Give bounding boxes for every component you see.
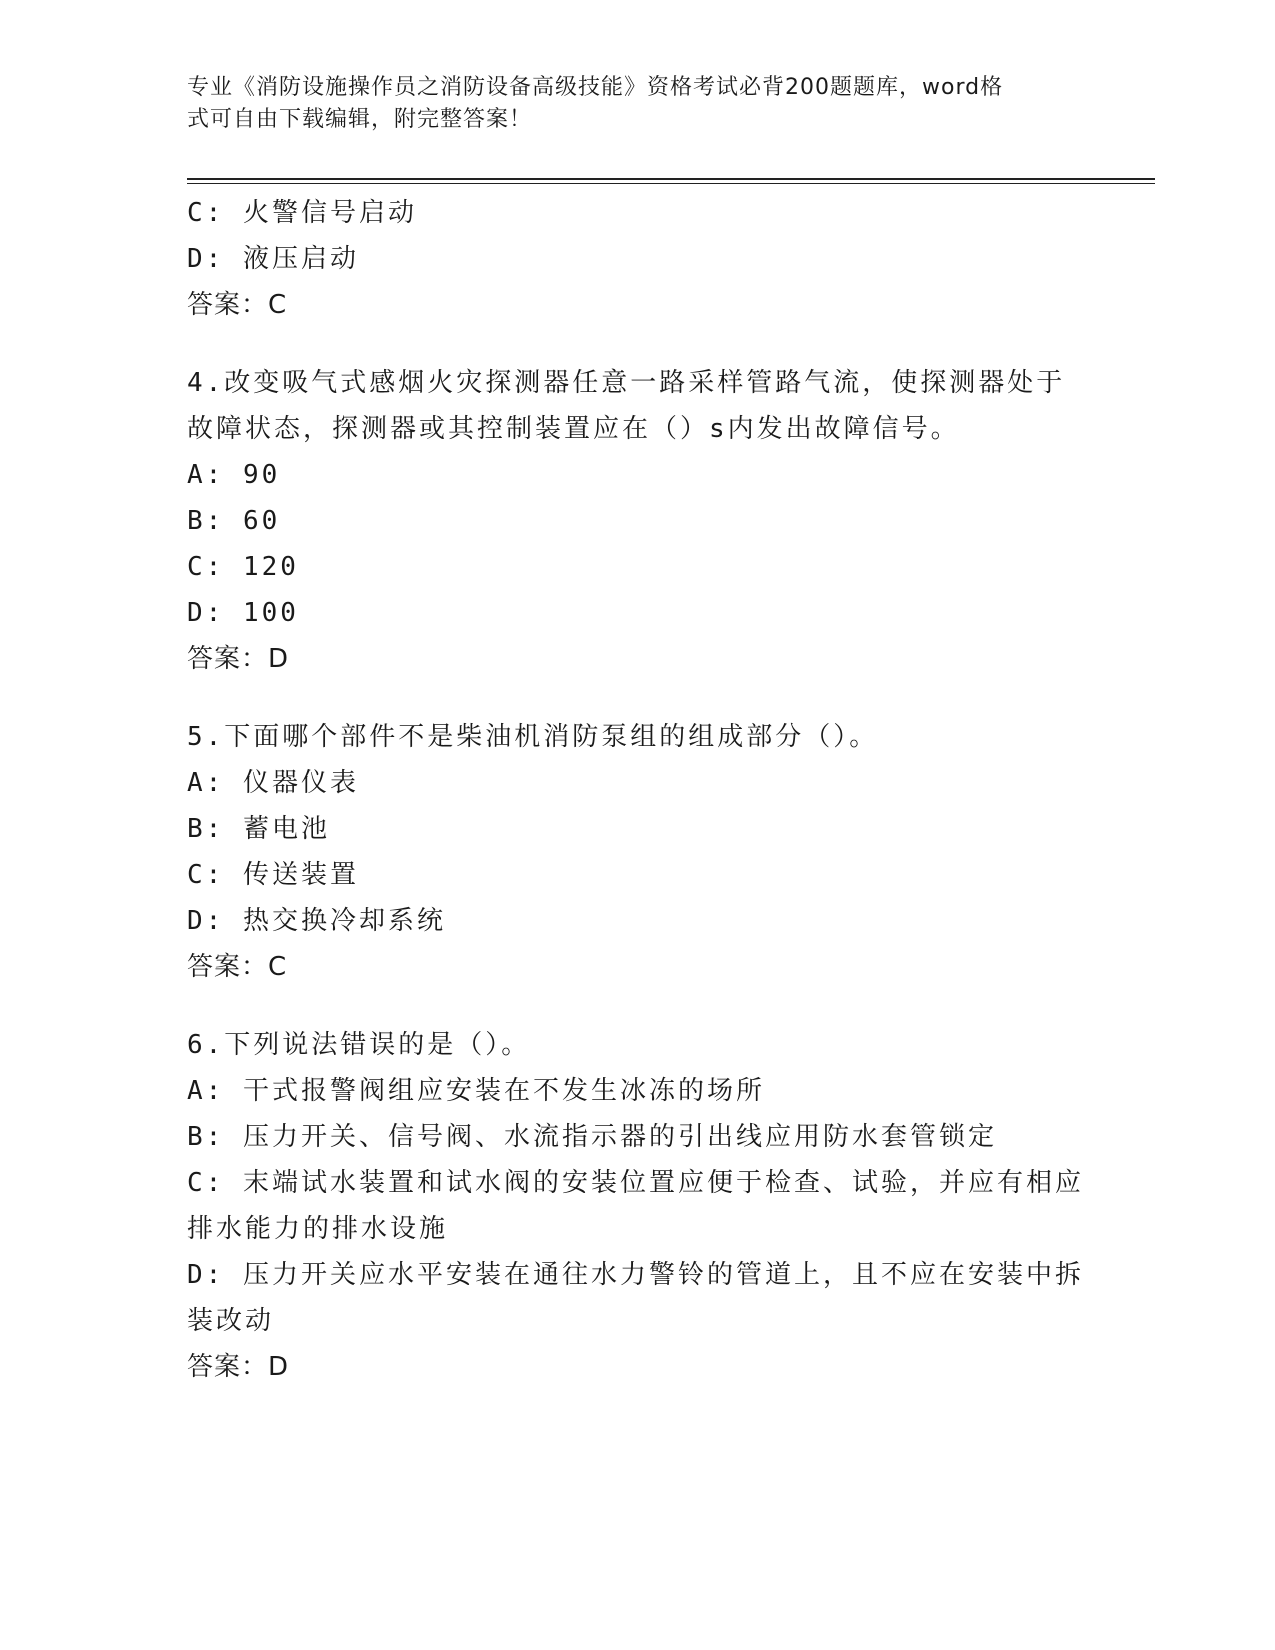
option-d: D: 100 (187, 598, 299, 628)
option-d: D: 液压启动 (187, 244, 359, 274)
header-rule-thin (187, 183, 1155, 184)
answer: 答案：C (187, 290, 288, 320)
option-c: C: 末端试水装置和试水阀的安装位置应便于检查、试验，并应有相应 (187, 1168, 1084, 1198)
answer: 答案：D (187, 1352, 290, 1382)
option-c-cont: 排水能力的排水设施 (187, 1214, 449, 1244)
option-a: A: 仪器仪表 (187, 768, 359, 798)
option-d: D: 热交换冷却系统 (187, 906, 446, 936)
option-b: B: 蓄电池 (187, 814, 330, 844)
answer: 答案：D (187, 644, 290, 674)
header-line-2: 式可自由下载编辑，附完整答案！ (187, 107, 533, 132)
option-b: B: 60 (187, 506, 281, 536)
option-d: D: 压力开关应水平安装在通往水力警铃的管道上，且不应在安装中拆 (187, 1260, 1084, 1290)
question-5 (187, 714, 1067, 990)
question-stem: 6.下列说法错误的是（）。 (187, 1030, 531, 1060)
answer: 答案：C (187, 952, 288, 982)
option-c: C: 120 (187, 552, 299, 582)
header-line-1: 专业《消防设施操作员之消防设备高级技能》资格考试必背200题题库，word格 (187, 75, 1004, 100)
header-rule-thick (187, 178, 1155, 180)
document-header (187, 72, 1067, 136)
question-6 (187, 1022, 1084, 1390)
option-a: A: 90 (187, 460, 281, 490)
option-d-cont: 装改动 (187, 1306, 275, 1336)
question-stem: 5.下面哪个部件不是柴油机消防泵组的组成部分（）。 (187, 722, 879, 752)
question-list (187, 190, 1084, 1390)
question-3-tail (187, 190, 1067, 328)
question-4 (187, 360, 1067, 682)
option-c: C: 传送装置 (187, 860, 359, 890)
option-c: C: 火警信号启动 (187, 198, 417, 228)
question-stem: 4.改变吸气式感烟火灾探测器任意一路采样管路气流，使探测器处于 (187, 368, 1066, 398)
option-b: B: 压力开关、信号阀、水流指示器的引出线应用防水套管锁定 (187, 1122, 997, 1152)
question-stem-cont: 故障状态，探测器或其控制装置应在（）s内发出故障信号。 (187, 414, 960, 444)
option-a: A: 干式报警阀组应安装在不发生冰冻的场所 (187, 1076, 765, 1106)
